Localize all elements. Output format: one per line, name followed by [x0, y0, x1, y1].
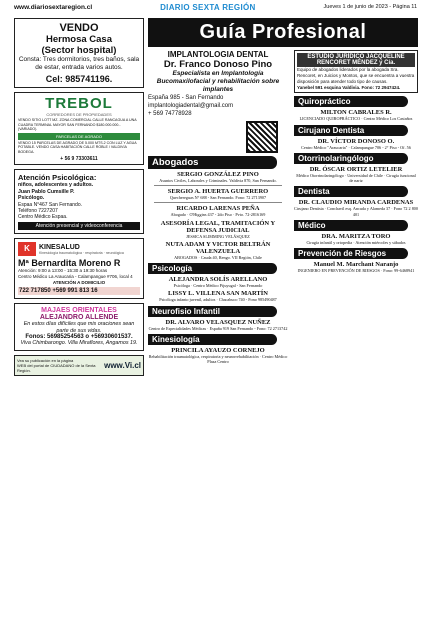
estudio-header: ESTUDIO JURÍDICO JACQUELINE RENCORET MÉNDEZ y Cía. [297, 53, 415, 67]
sec-kinesiologia: Kinesiología [148, 334, 277, 345]
implant-ad [148, 50, 288, 153]
implant-t3: Especialista en Implantología Bucomaxilofacial y rehabilitación sobre implantes [156, 70, 280, 93]
ot-ad [294, 166, 418, 184]
ps2-name: LISSY L. VILLENA SAN MARTÍN [167, 290, 268, 298]
qr-code-icon [246, 121, 278, 153]
guia-col-b [294, 50, 418, 366]
kinesalud-phones: 722 717850 +569 991 813 16 [18, 287, 140, 295]
majaes-title: MAJAES ORIENTALES [41, 306, 117, 314]
pv-name: Manuel M. Marchant Naranjo [313, 261, 399, 269]
kinesalud-p2: Centro Médico La Araucaria - Calampangue #706, local 4 [18, 274, 133, 280]
kinesalud-name: KINESALUD [39, 243, 80, 251]
atencion-l3: Psicólogo. [18, 195, 45, 202]
sec-cirujano: Cirujano Dentista [294, 125, 408, 136]
dt-ad [294, 199, 418, 217]
kinesalud-ad [14, 238, 144, 299]
sec-medico: Médico [294, 220, 408, 231]
ab3-name: RICARDO LARENAS PEÑA [176, 205, 260, 213]
estudio-p: Equipo de abogados liderados por la abogada Sra. Rencoret, en Juicios y Montos, que se encuentra a vuestra disposición para atender todo tipo de causas. [297, 67, 415, 84]
asesoria-title: ASESORÍA LEGAL, TRAMITACIÓN Y DEFENSA JUDICIAL [160, 219, 276, 234]
ab1 [148, 171, 288, 183]
kinesalud-doctor: Mª Bernardita Moreno R [18, 258, 121, 269]
trebol-p2: VENDO 15 PARCELAS DE AGRADO DE 5.000 MTS.2 CON LUZ Y AGUA POTABLE. VENDO CASA HABITACIÓN CALLE ROBLE / VALDIVIA BODEGA. [18, 140, 137, 154]
kinesalud-mark-icon: K [18, 242, 36, 256]
kinesalud-tag: Kinesiología traumatológica · respiratoria · neurológica [39, 250, 124, 255]
md-ad [294, 233, 418, 245]
sec-neurofisio: Neurofisio Infantil [148, 306, 277, 317]
guia-title: Guía Profesional [148, 18, 418, 47]
atencion-l1: niños, adolescentes y adultos. [18, 182, 94, 189]
cd-name: DR. VÍCTOR DONOSO O. [317, 137, 395, 145]
ki-desc: Rehabilitación traumatológica, respiratoria y neurorrehabilitación · Centro Médico Plaza Centro [148, 353, 288, 365]
ab3 [148, 205, 288, 217]
vi-url[interactable]: www.Vi.cl [104, 361, 141, 371]
majaes-phone: Fonos: 56985254563 o +56930601537. [25, 334, 133, 341]
left-column [14, 18, 144, 630]
ps1 [148, 276, 288, 288]
dt-desc: Cirujano Dentista · Conchavil esq. Ancuda y Alameda 37 · Fono 72 2 800 401 [294, 206, 418, 217]
pv-desc: INGENIERO EN PREVENCIÓN DE RIESGOS · Fono: 99-6468941 [297, 268, 415, 274]
atencion-strip: Atención presencial y videoconferencia [18, 222, 140, 230]
atencion-l5: Teléfono 7227207 [18, 207, 58, 214]
trebol-bar: PARCELAS DE AGRADO [18, 133, 140, 140]
sec-oto: Otorrinolaringólogo [294, 153, 408, 164]
kinesalud-p3: ATENCIÓN A DOMICILIO [52, 280, 106, 286]
vi-l1: Vea su publicación en la página [17, 358, 74, 364]
vendo-desc: Consta: Tres dormitorios, tres baños, sala de estar, entrada varios autos. [18, 56, 140, 72]
atencion-ad [14, 169, 144, 234]
divider [154, 185, 282, 186]
majaes-ad [14, 303, 144, 351]
ab2-desc: Quechereguas N° 688 - San Fernando. Fono: 72 2713907 [169, 195, 267, 201]
trebol-p1: VENDO SITIO LOTT MZ. ZONA COMERCIAL CALLE RANCAGUA A UNA CUADRA TERMINAL MAYOR SAN FERNANDO $180.000.000.- (VARIADO). [18, 118, 137, 132]
cd-ad [294, 138, 418, 150]
ot-desc: Médico Otorrinolaringólogo · Universidad de Chile · Cirugía funcional de nariz [296, 172, 416, 184]
trebol-ad [14, 92, 144, 165]
kinesalud-logo [18, 242, 140, 256]
ab3-desc: Abogado · O'Higgins 437 - 2do Piso · Pvto. 72-2816169 [170, 212, 266, 218]
section-title: DIARIO SEXTA REGIÓN [160, 2, 256, 12]
ps1-desc: Psicóloga · Centro Médico Pijuyugal - San Fernando [173, 283, 263, 289]
vi-ad [14, 355, 144, 376]
ab2-name: SERGIO A. HUERTA GUERRERO [167, 188, 269, 196]
pv-ad [294, 261, 418, 273]
kinesalud-p1: Atención: 9:00 a 13:00 - 15:30 a 19:30 horas [18, 268, 108, 274]
estudio-tel: Yanebel 591 esquina Valdivia. Fono: 72 2947424. [297, 84, 401, 90]
atencion-l6: Centro Médico Espaa. [18, 214, 68, 221]
guia-col-a [148, 50, 288, 366]
implant-addr: España 985 - San Fernando implantologiadental@gmail.com + 569 74778928 [148, 95, 234, 117]
ab4-desc: ABOGADOS · Cauda 40, Rengo. VII Región, Chile [174, 254, 262, 260]
top-bar [0, 0, 431, 14]
atencion-l2: Juan Pablo Cumsille P. [18, 188, 75, 195]
vendo-cel: Cel: 985741196. [45, 74, 113, 85]
ab4-name: NUTA ADAM Y VICTOR BELTRÁN VALENZUELA [165, 240, 271, 255]
vendo-subtitle: Hermosa Casa (Sector hospital) [41, 34, 117, 56]
majaes-name: ALEJANDRO ALLENDE [39, 313, 119, 321]
qr-ad [294, 109, 418, 121]
vi-l2: WEB del portal de CIUDADANO de la Sexta Región. [17, 363, 96, 374]
divider [154, 202, 282, 203]
sec-dentista: Dentista [294, 186, 408, 197]
page-date: Jueves 1 de junio de 2023 - Página 11 [323, 4, 417, 10]
implant-t2: Dr. Franco Donoso Pino [163, 59, 273, 70]
implant-t1: IMPLANTOLOGIA DENTAL [167, 50, 269, 59]
guia-profesional [148, 18, 418, 630]
ki-name: PRINCILA AYAUZO CORNEJO [171, 346, 265, 354]
ab1-desc: Asuntos Civiles, Laborales y Criminales. Valdivia 870, San Fernando. [159, 177, 277, 183]
majaes-p2: Viva Chimbarongo. Villa Miraflores, Angamos 19. [20, 340, 138, 347]
sec-quiro: Quiropráctico [294, 96, 408, 107]
nf-desc: Centro de Especialidades Médicas · España 919 San Fernando - Fono: 72 2713742 [148, 325, 288, 331]
majaes-p1: En estos días difíciles que mis oraciones sean parte de sus vidas. [23, 320, 135, 334]
qn-desc: LICENCIADO QUIROPRÁCTICO · Centro Médico Los Castaños [299, 116, 413, 122]
ab1-name: SERGIO GONZÁLEZ PINO [177, 170, 259, 178]
trebol-tel: + 56 9 73303611 [60, 156, 98, 163]
sec-prevencion: Prevención de Riesgos [294, 248, 408, 259]
site-url[interactable]: www.diariosextaregion.cl [14, 3, 93, 11]
nf-name: DR. ALVARO VELASQUEZ NUÑEZ [165, 318, 271, 326]
trebol-logo: TREBOL [45, 95, 113, 113]
ps1-name: ALEJANDRA SOLÍS ARELLANO [168, 276, 268, 284]
atencion-l4: Espaa N°467 San Fernando. [18, 201, 82, 208]
estudio-ad [294, 50, 418, 93]
asesoria-name: JESSICA SLIMMING VELÁSQUEZ [186, 233, 250, 239]
atencion-title: Atención Psicológica: [18, 173, 97, 183]
ki [148, 347, 288, 365]
ab2 [148, 188, 288, 200]
cd-desc: Centro Médico "Araucaria" · Calampangue 706 - 2° Piso - Of. 56 [301, 144, 411, 150]
sec-abogados: Abogados [148, 156, 277, 169]
dt-name: DR. CLAUDIO MIRANDA CARDENAS [298, 199, 414, 207]
qn-name: MILTON CABRALES R. [320, 109, 392, 117]
md-name: DRA. MARITZA TORO [321, 232, 391, 240]
md-desc: Cirugía infantil y ortopedia · Atención miércoles y sábados [306, 239, 406, 245]
ps2 [148, 290, 288, 302]
vendo-ad [14, 18, 144, 88]
trebol-sub: CORREDORES DE PROPIEDADES [46, 112, 112, 118]
ot-name: DR. ÓSCAR ORTIZ LETELIER [309, 165, 403, 173]
ab4 [148, 241, 288, 260]
vendo-title: VENDO [59, 22, 99, 34]
nf [148, 319, 288, 331]
ps2-desc: Psicóloga infanto juvenil, adultos · Chacabuco 740 - Fono 985490487 [159, 297, 277, 303]
sec-psicologia: Psicología [148, 263, 277, 274]
asesoria [148, 220, 288, 239]
